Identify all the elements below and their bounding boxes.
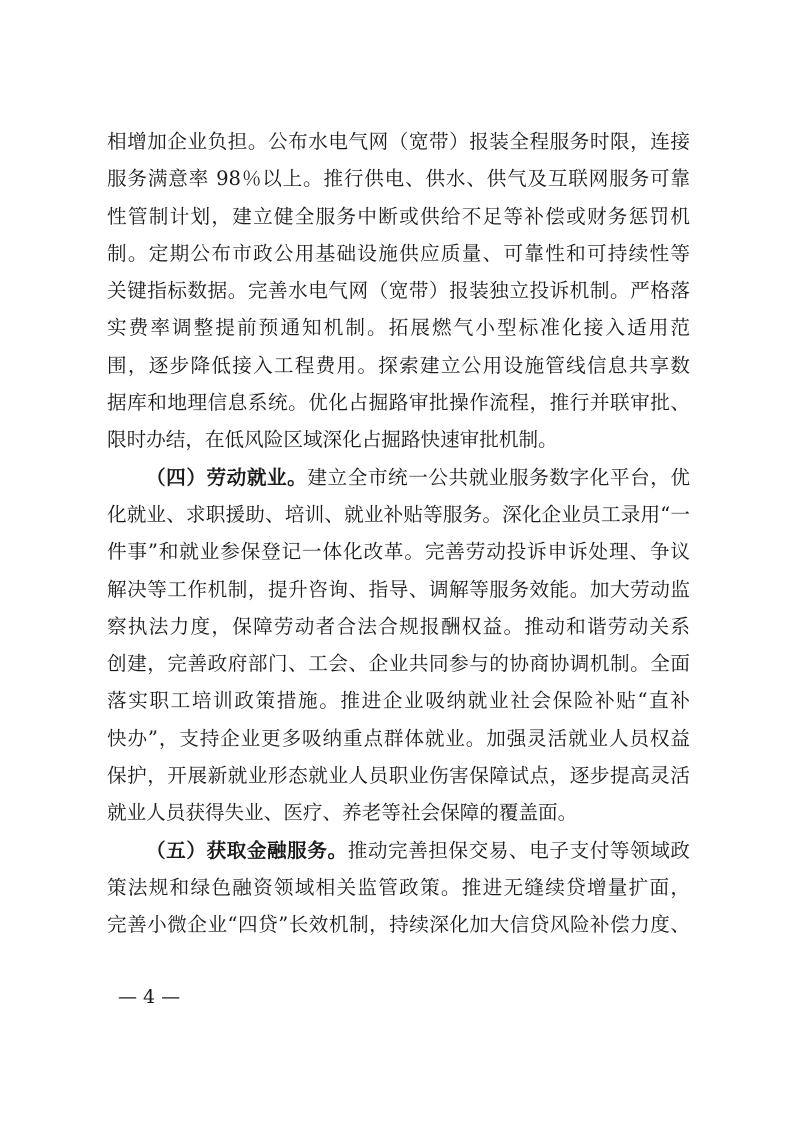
section-heading: （四）劳动就业。 (146, 465, 308, 489)
text-line: 快办”，支持企业更多吸纳重点群体就业。加强灵活就业人员权益 (107, 726, 690, 750)
text-line: 就业人员获得失业、医疗、养老等社会保障的覆盖面。 (107, 801, 578, 825)
text-line: 据库和地理信息系统。优化占掘路审批操作流程，推行并联审批、 (107, 391, 690, 415)
text-line: 化就业、求职援助、培训、就业补贴等服务。深化企业员工录用“一 (107, 502, 690, 526)
text-line: 落实职工培训政策措施。推进企业吸纳就业社会保险补贴“直补 (107, 689, 690, 713)
body-text (107, 123, 690, 944)
text-line: 性管制计划，建立健全服务中断或供给不足等补偿或财务惩罚机 (107, 204, 690, 228)
text-line: 实费率调整提前预通知机制。拓展燃气小型标准化接入适用范 (107, 316, 690, 340)
text-line: 察执法力度，保障劳动者合法合规报酬权益。推动和谐劳动关系 (107, 614, 690, 638)
text-line: 创建，完善政府部门、工会、企业共同参与的协商协调机制。全面 (107, 652, 690, 676)
text-line: 策法规和绿色融资领域相关监管政策。推进无缝续贷增量扩面， (107, 875, 690, 899)
text-line: 关键指标数据。完善水电气网（宽带）报装独立投诉机制。严格落 (107, 279, 690, 303)
text-line: 解决等工作机制，提升咨询、指导、调解等服务效能。加大劳动监 (107, 577, 690, 601)
text-line: 围，逐步降低接入工程费用。探索建立公用设施管线信息共享数 (107, 353, 690, 377)
text-run: 建立全市统一公共就业服务数字化平台，优 (307, 465, 690, 489)
section-heading: （五）获取金融服务。 (146, 838, 348, 862)
paragraph-labor-employment (107, 459, 690, 832)
text-run: 推动完善担保交易、电子支付等领域政 (347, 838, 690, 862)
paragraph-financial-services (107, 832, 690, 944)
text-line: 制。定期公布市政公用基础设施供应质量、可靠性和可持续性等 (107, 241, 690, 265)
text-line: 限时办结，在低风险区域深化占掘路快速审批机制。 (107, 428, 558, 452)
text-line: 件事”和就业参保登记一体化改革。完善劳动投诉申诉处理、争议 (107, 540, 690, 564)
text-line: 相增加企业负担。公布水电气网（宽带）报装全程服务时限，连接 (107, 130, 690, 153)
text-line: 服务满意率 98％以上。推行供电、供水、供气及互联网服务可靠 (107, 167, 690, 191)
text-line: 完善小微企业“四贷”长效机制，持续深化加大信贷风险补偿力度、 (107, 913, 690, 937)
text-line (107, 459, 690, 496)
text-line (107, 832, 690, 869)
paragraph-utilities (107, 123, 690, 459)
page-number: — 4 — (118, 986, 181, 1008)
text-line: 保护，开展新就业形态就业人员职业伤害保障试点，逐步提高灵活 (107, 764, 690, 788)
